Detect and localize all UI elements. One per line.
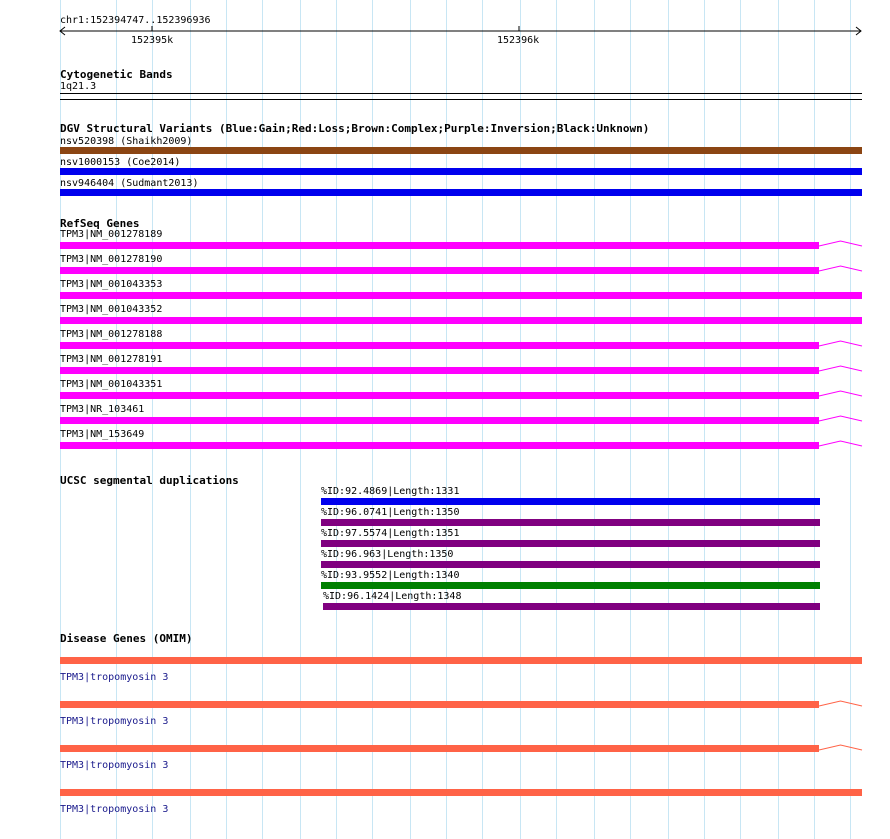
feature-label[interactable]: %ID:92.4869|Length:1331 <box>321 486 460 497</box>
intron-chevron <box>819 266 862 271</box>
feature-label[interactable]: TPM3|NM_001278189 <box>60 229 163 240</box>
intron-chevron <box>819 441 862 446</box>
intron-chevron <box>819 341 862 346</box>
track-title-refseq: RefSeq Genes <box>60 217 140 230</box>
track-title-dgv: DGV Structural Variants (Blue:Gain;Red:Loss;Brown:Complex;Purple:Inversion;Black:Unknown) <box>60 122 650 135</box>
feature-label[interactable]: TPM3|tropomyosin 3 <box>60 672 169 683</box>
ruler-tick-label: 152396k <box>497 35 540 46</box>
feature-label[interactable]: %ID:96.963|Length:1350 <box>321 549 454 560</box>
feature-label[interactable]: %ID:93.9552|Length:1340 <box>321 570 460 581</box>
track-title-cytoband: Cytogenetic Bands <box>60 68 173 81</box>
track-title-segdup: UCSC segmental duplications <box>60 474 239 487</box>
track-title-omim: Disease Genes (OMIM) <box>60 632 193 645</box>
feature-label[interactable]: %ID:97.5574|Length:1351 <box>321 528 460 539</box>
intron-chevron <box>819 366 862 371</box>
feature-label[interactable]: %ID:96.1424|Length:1348 <box>323 591 462 602</box>
feature-label[interactable]: TPM3|NM_001278190 <box>60 254 163 265</box>
region-label: chr1:152394747..152396936 <box>60 15 211 26</box>
feature-label[interactable]: TPM3|NM_001043352 <box>60 304 163 315</box>
intron-chevron <box>819 416 862 421</box>
feature-label[interactable]: TPM3|NR_103461 <box>60 404 145 415</box>
intron-chevron <box>819 391 862 396</box>
ruler-tick-label: 152395k <box>131 35 174 46</box>
feature-label[interactable]: TPM3|tropomyosin 3 <box>60 804 169 815</box>
feature-label[interactable]: TPM3|NM_001043353 <box>60 279 163 290</box>
feature-label[interactable]: TPM3|tropomyosin 3 <box>60 760 169 771</box>
feature-label[interactable]: TPM3|NM_001043351 <box>60 379 163 390</box>
cytoband-label: 1q21.3 <box>60 81 97 92</box>
intron-chevron <box>819 241 862 246</box>
feature-label[interactable]: TPM3|NM_001278188 <box>60 329 163 340</box>
feature-label[interactable]: TPM3|NM_153649 <box>60 429 145 440</box>
feature-label[interactable]: TPM3|NM_001278191 <box>60 354 163 365</box>
feature-label[interactable]: nsv946404 (Sudmant2013) <box>60 178 199 189</box>
feature-label[interactable]: TPM3|tropomyosin 3 <box>60 716 169 727</box>
feature-label[interactable]: nsv1000153 (Coe2014) <box>60 157 181 168</box>
intron-chevron <box>819 701 862 706</box>
feature-label[interactable]: nsv520398 (Shaikh2009) <box>60 136 193 147</box>
intron-chevron <box>819 745 862 750</box>
feature-label[interactable]: %ID:96.0741|Length:1350 <box>321 507 460 518</box>
